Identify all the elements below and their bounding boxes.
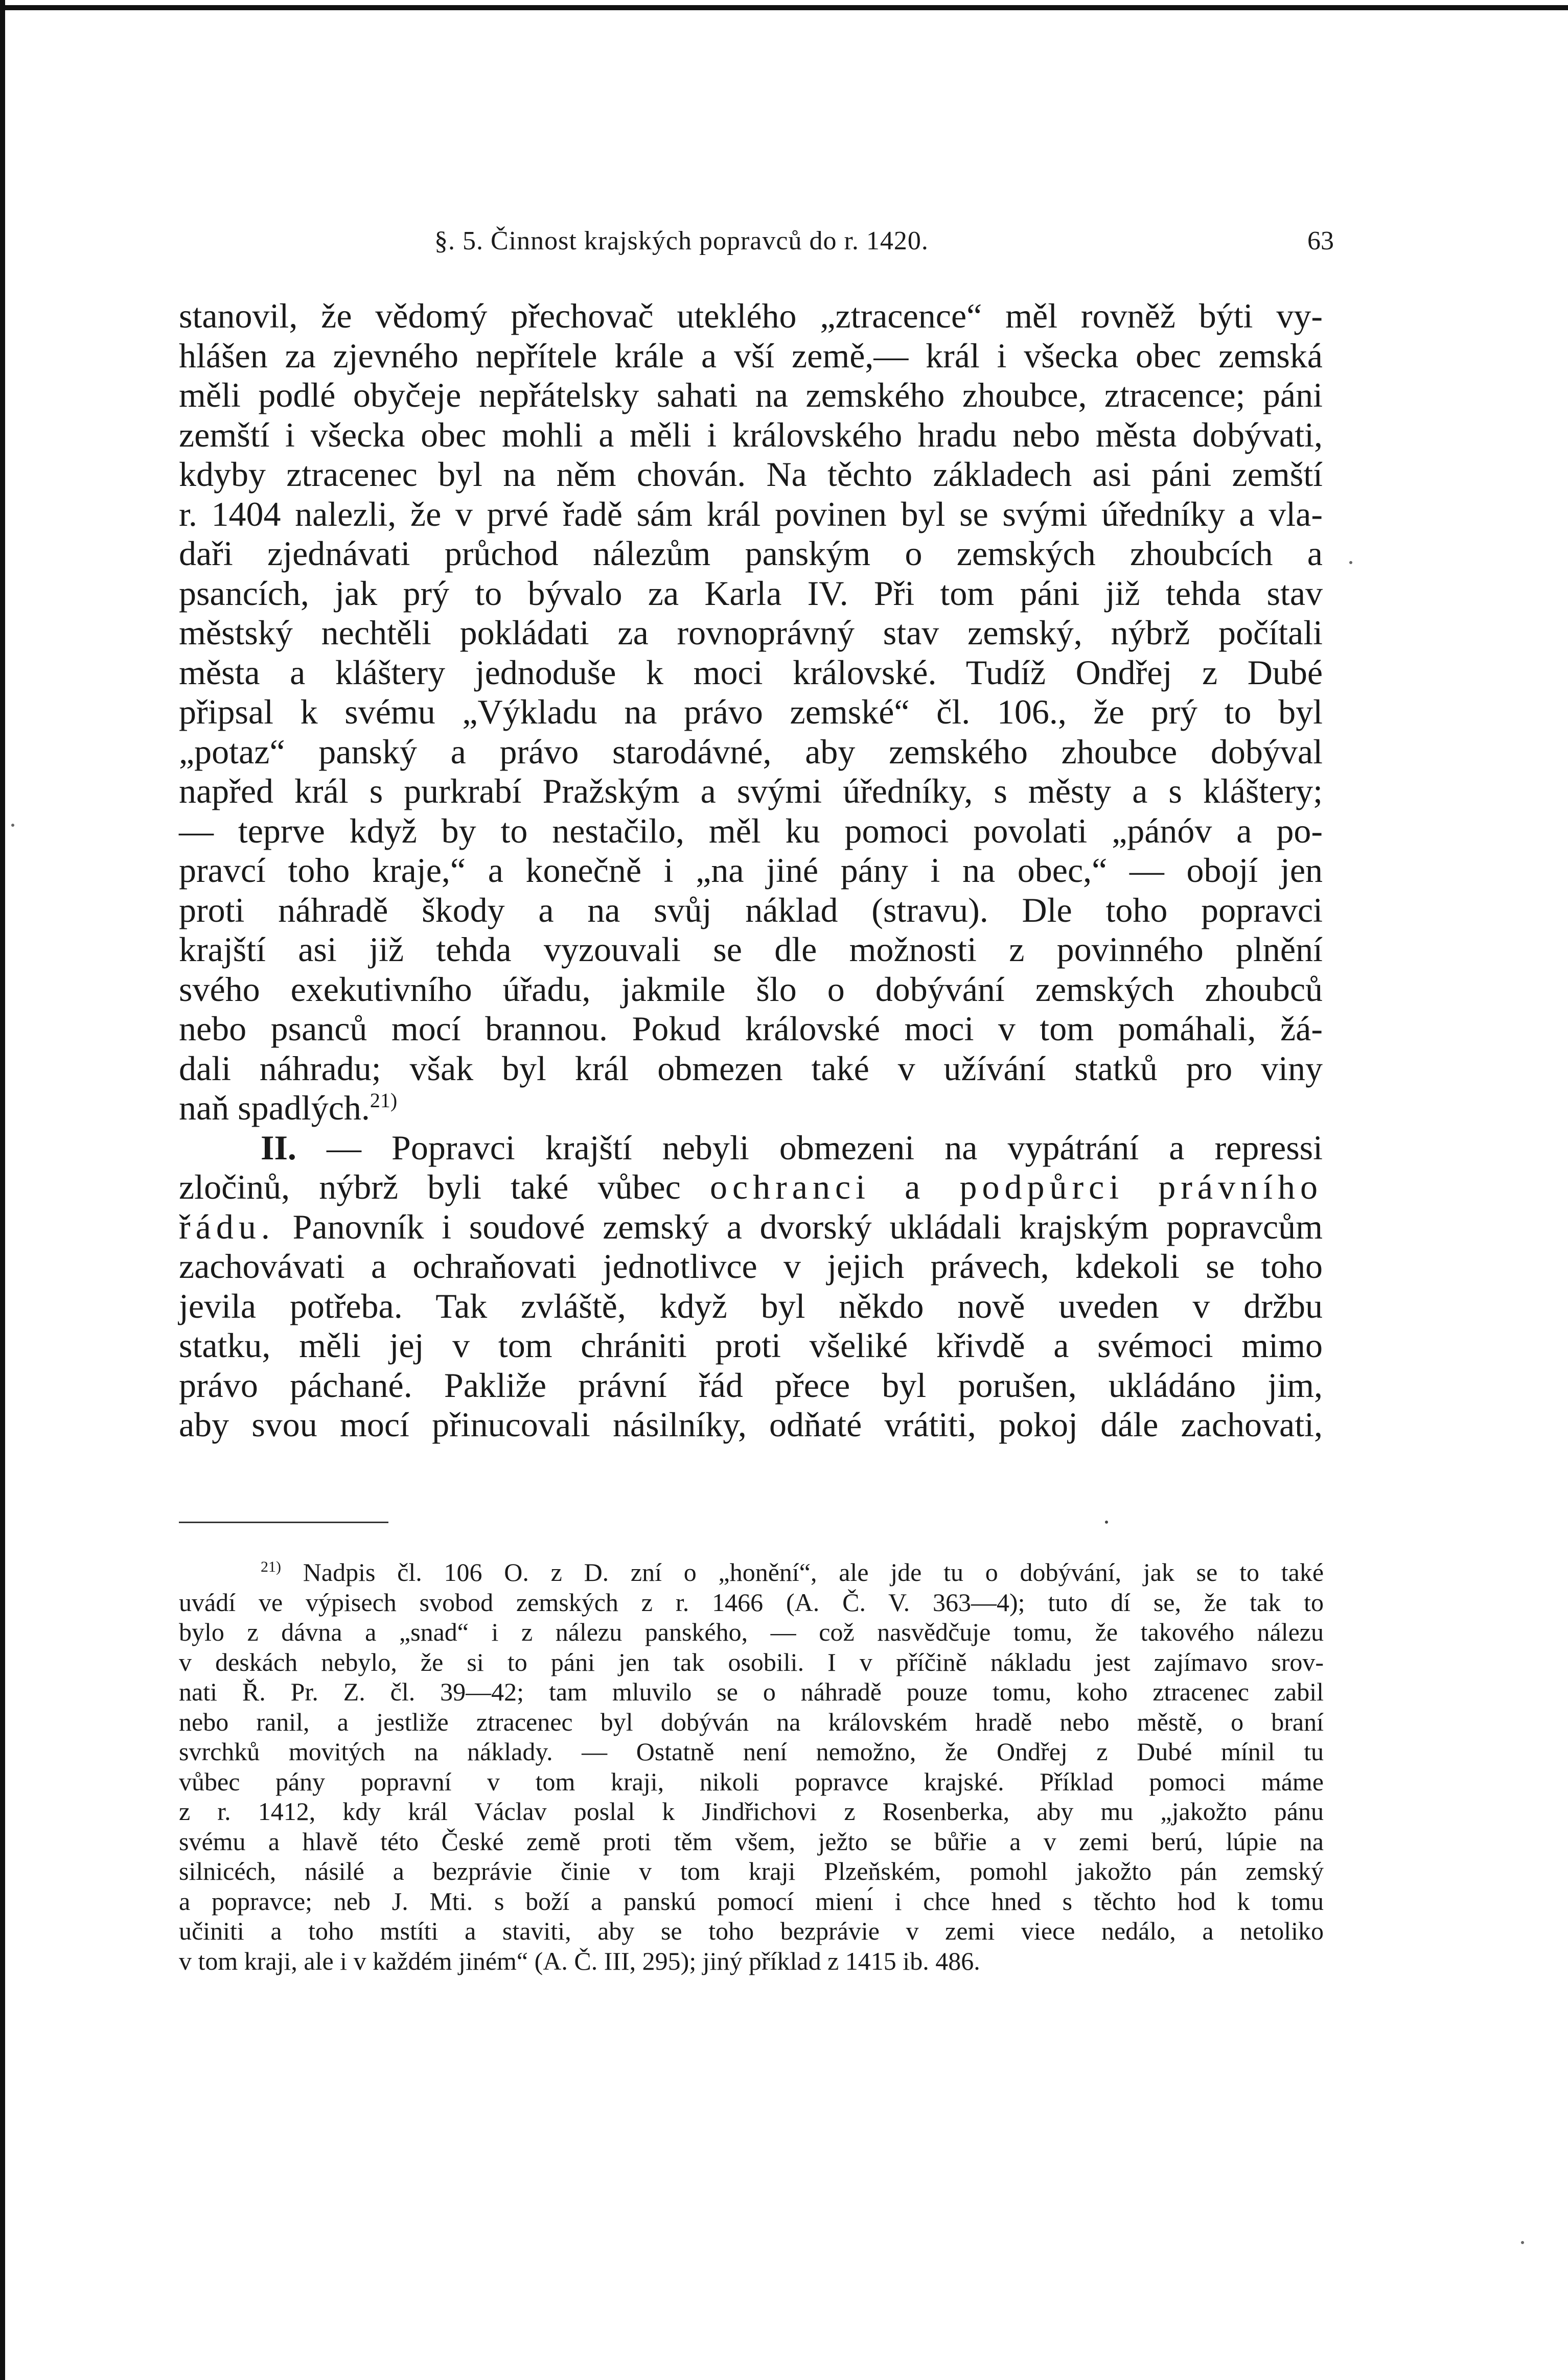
text-line: nebo psanců mocí brannou. Pokud královské moci v tom pomáhali, žá- bbox=[179, 1009, 1323, 1048]
scan-edge-left bbox=[0, 0, 5, 2380]
text-line: městský nechtěli pokládati za rovnoprávný stav zemský, nýbrž počítali bbox=[179, 613, 1323, 652]
page-header bbox=[179, 226, 1334, 267]
text-line: kdyby ztracenec byl na něm chován. Na těchto základech asi páni zemští bbox=[179, 455, 1323, 494]
footnote-line: v deskách nebylo, že si to páni jen tak osobili. I v příčině nákladu jest zajímavo srov- bbox=[179, 1647, 1324, 1676]
text-line: pravcí toho kraje,“ a konečně i „na jiné pány i na obec,“ — obojí jen bbox=[179, 851, 1323, 890]
text-fragment: Panovník i soudové zemský a dvorský ukládali krajským popravcům bbox=[292, 1207, 1323, 1246]
text-line: jevila potřeba. Tak zvláště, když byl někdo nově uveden v držbu bbox=[179, 1286, 1323, 1325]
emphasized-text: řádu. bbox=[179, 1207, 275, 1246]
running-title: §. 5. Činnost krajských popravců do r. 1420. bbox=[434, 226, 929, 255]
footnote-line bbox=[179, 1557, 1324, 1588]
scan-edge-top bbox=[0, 5, 1568, 10]
paragraph-2-line bbox=[179, 1207, 1323, 1247]
text-line: statku, měli jej v tom chrániti proti všeliké křivdě a svémoci mimo bbox=[179, 1326, 1323, 1365]
scan-speck bbox=[11, 824, 14, 827]
text-line: r. 1404 nalezli, že v prvé řadě sám král povinen byl se svými úředníky a vla- bbox=[179, 494, 1323, 533]
text-line: napřed král s purkrabí Pražským a svými úředníky, s městy a s kláštery; bbox=[179, 772, 1323, 810]
text-line: zemští i všecka obec mohli a měli i královského hradu nebo města dobývati, bbox=[179, 415, 1323, 454]
footnote-line: silnicéch, násilé a bezprávie činie v tom kraji Plzeňském, pomohl jakožto pán zemský bbox=[179, 1857, 1324, 1885]
text-line bbox=[179, 1088, 1323, 1128]
paragraph-2-line bbox=[179, 1128, 1323, 1168]
footnote-separator bbox=[179, 1522, 388, 1523]
text-line: zachovávati a ochraňovati jednotlivce v jejich právech, kdekoli se toho bbox=[179, 1247, 1323, 1286]
footnote-marker: 21) bbox=[261, 1558, 281, 1575]
text-line: měli podlé obyčeje nepřátelsky sahati na zemského zhoubce, ztracence; páni bbox=[179, 376, 1323, 414]
text-fragment: zločinů, nýbrž byli také vůbec bbox=[179, 1168, 681, 1206]
text-line: krajští asi již tehda vyzouvali se dle možnosti z povinného plnění bbox=[179, 930, 1323, 969]
footnote-line: nati Ř. Pr. Z. čl. 39—42; tam mluvilo se o náhradě pouze tomu, koho ztracenec zabil bbox=[179, 1677, 1324, 1706]
footnote-line: nebo ranil, a jestliže ztracenec byl dobýván na královském hradě nebo městě, o braní bbox=[179, 1707, 1324, 1736]
paragraph-2-line bbox=[179, 1168, 1323, 1207]
text-line: aby svou mocí přinucovali násilníky, odňaté vrátiti, pokoj dále zachovati, bbox=[179, 1405, 1323, 1444]
text-fragment: — Popravci krajští nebyli obmezeni na vypátrání a repressi bbox=[327, 1128, 1323, 1167]
scan-speck bbox=[1521, 2241, 1524, 2244]
text-line: právo páchané. Pakliže právní řád přece byl porušen, ukládáno jim, bbox=[179, 1365, 1323, 1405]
footnote-line: svému a hlavě této České země proti těm všem, ježto se bůřie a v zemi berú, lúpie na bbox=[179, 1827, 1324, 1856]
footnote-line: svrchků movitých na náklady. — Ostatně není nemožno, že Ondřej z Dubé mínil tu bbox=[179, 1737, 1324, 1766]
page-number: 63 bbox=[1307, 226, 1334, 255]
footnote-line: v tom kraji, ale i v každém jiném“ (A. Č. III, 295); jiný příklad z 1415 ib. 486. bbox=[179, 1946, 980, 1975]
footnote-line: z r. 1412, kdy král Václav poslal k Jindřichovi z Rosenberka, aby mu „jakožto pánu bbox=[179, 1797, 1324, 1826]
text-line: města a kláštery jednoduše k moci královské. Tudíž Ondřej z Dubé bbox=[179, 652, 1323, 692]
footnote-line: a popravce; neb J. Mti. s boží a panskú pomocí mienı́ i chce hned s těchto hod k tomu bbox=[179, 1886, 1324, 1916]
text-line: hlášen za zjevného nepřítele krále a vší země,— král i všecka obec zemská bbox=[179, 336, 1323, 375]
footnote-reference[interactable]: 21) bbox=[370, 1089, 398, 1112]
text-line: „potaz“ panský a právo starodávné, aby zemského zhoubce dobýval bbox=[179, 732, 1323, 771]
text-line: svého exekutivního úřadu, jakmile šlo o dobývání zemských zhoubců bbox=[179, 969, 1323, 1009]
footnote-line: učiniti a toho mstíti a staviti, aby se toho bezprávie v zemi viece nedálo, a netoliko bbox=[179, 1917, 1324, 1945]
text-fragment: naň spadlých. bbox=[179, 1088, 370, 1127]
emphasized-text: ochranci a podpůrci právního bbox=[709, 1168, 1323, 1206]
text-line: daři zjednávati průchod nálezům panským o zemských zhoubcích a bbox=[179, 534, 1323, 573]
text-line: proti náhradě škody a na svůj náklad (stravu). Dle toho popravci bbox=[179, 890, 1323, 929]
section-numeral: II. bbox=[261, 1128, 296, 1167]
text-fragment: Nadpis čl. 106 O. z D. zní o „honění“, ale jde tu o dobývání, jak se to také bbox=[303, 1558, 1324, 1586]
footnote-line: bylo z dávna a „snad“ i z nálezu panského, — což nasvědčuje tomu, že takového nálezu bbox=[179, 1618, 1324, 1646]
text-line: stanovil, že vědomý přechovač uteklého „ztracence“ měl rovněž býti vy- bbox=[179, 296, 1323, 335]
footnotes bbox=[179, 1557, 1324, 1976]
footnote-separator-dot bbox=[1105, 1521, 1108, 1524]
text-line: připsal k svému „Výkladu na právo zemské“ čl. 106., že prý to byl bbox=[179, 692, 1323, 731]
main-text bbox=[179, 296, 1323, 1445]
footnote-line: vůbec pány popravní v tom kraji, nikoli popravce krajské. Příklad pomoci máme bbox=[179, 1767, 1324, 1796]
text-line: psancích, jak prý to bývalo za Karla IV. Při tom páni již tehda stav bbox=[179, 573, 1323, 613]
scan-speck bbox=[1349, 561, 1352, 564]
text-line: dali náhradu; však byl král obmezen také v užívání statků pro viny bbox=[179, 1048, 1323, 1088]
footnote-line: uvádí ve výpisech svobod zemských z r. 1466 (A. Č. V. 363—4); tuto dí se, že tak to bbox=[179, 1588, 1324, 1617]
text-line: — teprve když by to nestačilo, měl ku pomoci povolati „pánóv a po- bbox=[179, 811, 1323, 850]
